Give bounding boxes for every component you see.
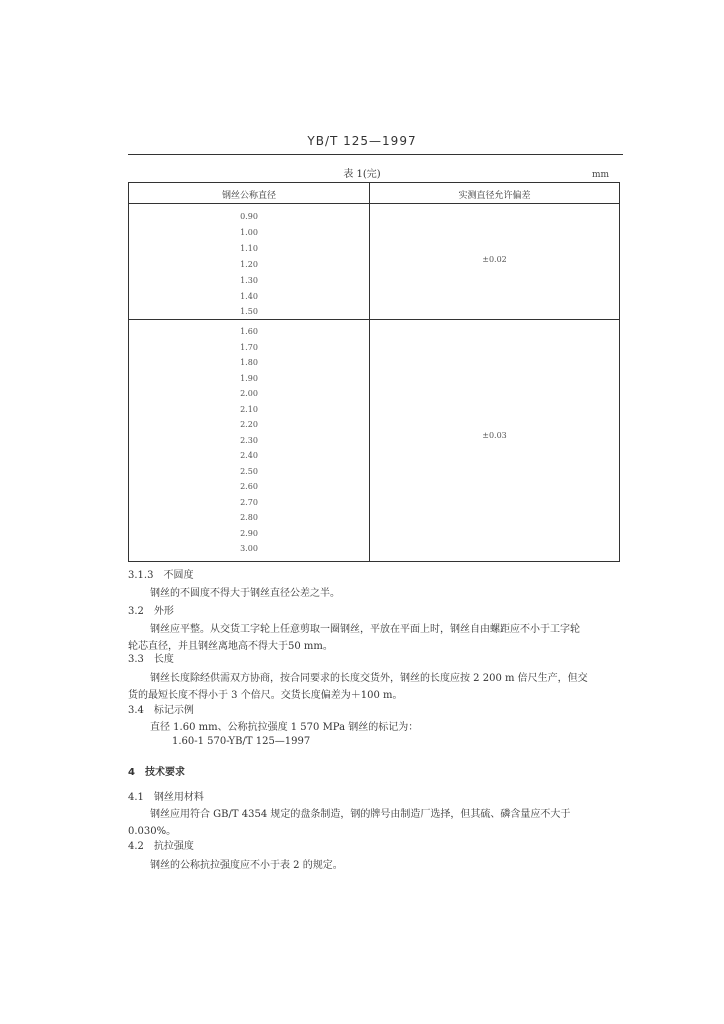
section-3-4-title: 3.4 标记示例 [128, 705, 194, 716]
diameter-value: 2.00 [240, 389, 258, 398]
diameter-value: 1.90 [240, 373, 258, 383]
marking-example: 1.60-1 570-YB/T 125—1997 [172, 736, 311, 747]
diameter-value: 2.50 [240, 466, 258, 476]
tolerance-value: ±0.02 [482, 255, 507, 264]
table-caption: 表 1(完) [343, 169, 381, 180]
section-4-2-title: 4.2 抗拉强度 [128, 841, 194, 852]
header-nominal-diameter: 钢丝公称直径 [221, 191, 276, 201]
section-4-1-title: 4.1 钢丝用材料 [128, 792, 204, 803]
diameter-value: 2.20 [240, 420, 258, 429]
diameter-value: 1.00 [240, 227, 258, 237]
diameter-value: 2.40 [240, 451, 258, 460]
diameter-value: 1.70 [240, 342, 258, 352]
section-3-2-text-line2: 轮芯直径，并且钢丝离地高不得大于50 mm。 [128, 641, 333, 652]
diameter-value: 1.30 [240, 275, 258, 285]
diameter-value: 2.10 [240, 404, 258, 414]
diameter-value: 1.80 [240, 358, 258, 367]
section-4-1-text-line1: 钢丝应用符合 GB/T 4354 规定的盘条制造，钢的牌号由制造厂选择，但其硫、磷含量应不大于 [150, 809, 571, 820]
header-tolerance: 实测直径允许偏差 [458, 191, 531, 201]
diameter-value: 2.60 [240, 482, 258, 491]
diameter-value: 2.80 [240, 513, 258, 522]
section-3-3-title: 3.3 长度 [128, 654, 174, 665]
diameter-value: 1.20 [240, 259, 258, 269]
section-3-2-title: 3.2 外形 [128, 606, 174, 617]
section-3-1-3-title: 3.1.3 不圆度 [128, 570, 194, 581]
diameter-value: 1.10 [240, 243, 258, 253]
diameter-value: 0.90 [240, 212, 258, 221]
diameter-value: 1.50 [240, 307, 258, 317]
diameter-value: 1.40 [240, 291, 258, 301]
section-3-4-text: 直径 1.60 mm、公称抗拉强度 1 570 MPa 钢丝的标记为： [150, 722, 419, 733]
table-unit: mm [592, 170, 610, 180]
diameter-value: 3.00 [240, 544, 258, 553]
diameter-value: 1.60 [240, 327, 258, 336]
section-4-title: 4 技术要求 [128, 767, 185, 778]
section-3-2-text-line1: 钢丝应平整。从交货工字轮上任意剪取一圈钢丝，平放在平面上时，钢丝自由螺距应不小于工字轮 [150, 624, 580, 635]
diameter-value: 2.70 [240, 497, 258, 507]
standard-code: YB/T 125—1997 [307, 134, 417, 148]
tolerance-value: ±0.03 [482, 431, 507, 440]
diameter-value: 2.90 [240, 528, 258, 538]
section-3-3-text-line1: 钢丝长度除经供需双方协商，按合同要求的长度交货外，钢丝的长度应按 2 200 m 倍尺生产，但交 [150, 673, 588, 684]
section-4-1-text-line2: 0.030%。 [128, 826, 177, 837]
diameter-value: 2.30 [240, 435, 258, 445]
section-3-3-text-line2: 货的最短长度不得小于 3 个倍尺。交货长度偏差为＋100 m。 [128, 690, 403, 701]
section-3-1-3-text: 钢丝的不圆度不得大于钢丝直径公差之半。 [150, 588, 340, 599]
body-text [128, 0, 624, 1024]
section-4-2-text: 钢丝的公称抗拉强度应不小于表 2 的规定。 [150, 860, 343, 871]
